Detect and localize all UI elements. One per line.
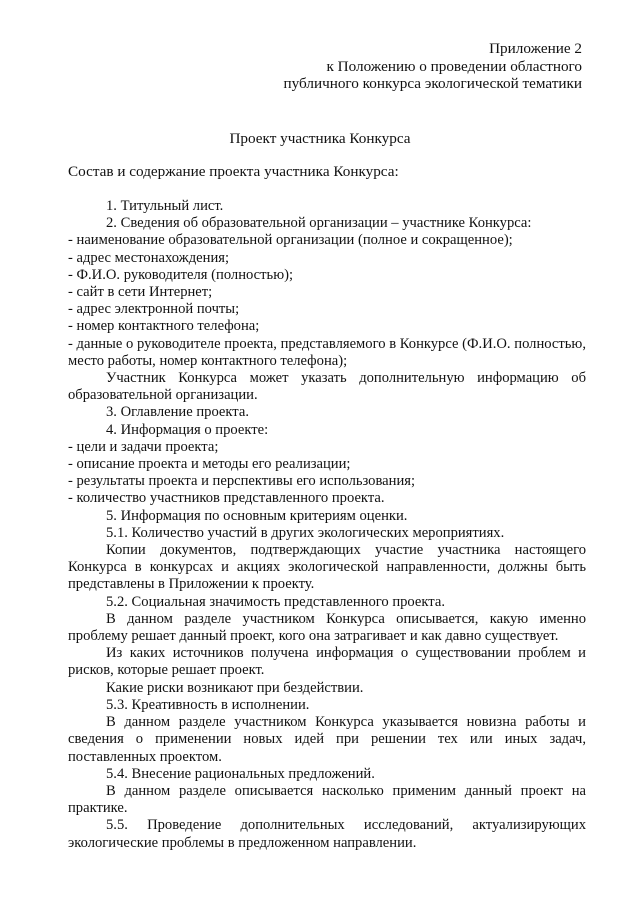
appendix-reference-line-2: публичного конкурса экологической тематики <box>283 75 582 92</box>
paragraph: 4. Информация о проекте: <box>106 421 269 438</box>
paragraph: Из каких источников получена информация о существовании проблем и рисков, которые решает проект. <box>68 645 586 679</box>
paragraph: - описание проекта и методы его реализации; <box>68 456 351 473</box>
paragraph: - Ф.И.О. руководителя (полностью); <box>68 266 294 283</box>
paragraph: В данном разделе участником Конкурса описывается, какую именно проблему решает данный проект, кого она затрагивает и как давно существует. <box>68 610 586 645</box>
paragraph: В данном разделе участником Конкурса указывается новизна работы и сведения о применении новых идей при решении тех или иных задач, поставленных проектом. <box>68 714 586 765</box>
paragraph: 5.3. Креативность в исполнении. <box>106 696 310 713</box>
paragraph: 1. Титульный лист. <box>106 198 224 214</box>
paragraph: 2. Сведения об образовательной организации – участнике Конкурса: <box>106 215 532 232</box>
paragraph: В данном разделе описывается насколько применим данный проект на практике. <box>68 782 586 817</box>
appendix-number: Приложение 2 <box>489 40 582 57</box>
paragraph: - данные о руководителе проекта, представляемого в Конкурсе (Ф.И.О. полностью, место работы, номер контактного телефона); <box>68 335 586 369</box>
paragraph: - наименование образовательной организации (полное и сокращенное); <box>68 232 513 249</box>
document-title: Проект участника Конкурса <box>229 130 411 147</box>
paragraph: - адрес местонахождения; <box>68 249 230 266</box>
document-body <box>68 198 586 852</box>
paragraph: 5.2. Социальная значимость представленного проекта. <box>106 593 445 610</box>
paragraph: - цели и задачи проекта; <box>68 438 219 455</box>
paragraph: - номер контактного телефона; <box>68 318 260 335</box>
intro-line: Состав и содержание проекта участника Конкурса: <box>68 163 399 180</box>
paragraph: 5.1. Количество участий в других экологических мероприятиях. <box>106 524 505 541</box>
paragraph: 5. Информация по основным критериям оценки. <box>106 507 408 524</box>
paragraph: Участник Конкурса может указать дополнительную информацию об образовательной организации. <box>68 370 586 404</box>
paragraph: 5.4. Внесение рациональных предложений. <box>106 765 375 782</box>
paragraph: Какие риски возникают при бездействии. <box>106 679 364 696</box>
paragraph: - адрес электронной почты; <box>68 301 240 318</box>
paragraph: 5.5. Проведение дополнительных исследований, актуализирующих экологические проблемы в предложенном направлении. <box>68 817 586 851</box>
appendix-reference-line-1: к Положению о проведении областного <box>326 57 582 75</box>
paragraph: - сайт в сети Интернет; <box>68 284 213 301</box>
paragraph: - количество участников представленного проекта. <box>68 490 385 507</box>
paragraph: Копии документов, подтверждающих участие участника настоящего Конкурса в конкурсах и акциях экологической направленности, должны быть представлены в Приложении к проекту. <box>68 542 586 593</box>
paragraph: 3. Оглавление проекта. <box>106 404 249 421</box>
appendix-header <box>284 40 583 93</box>
paragraph: - результаты проекта и перспективы его использования; <box>68 473 416 490</box>
